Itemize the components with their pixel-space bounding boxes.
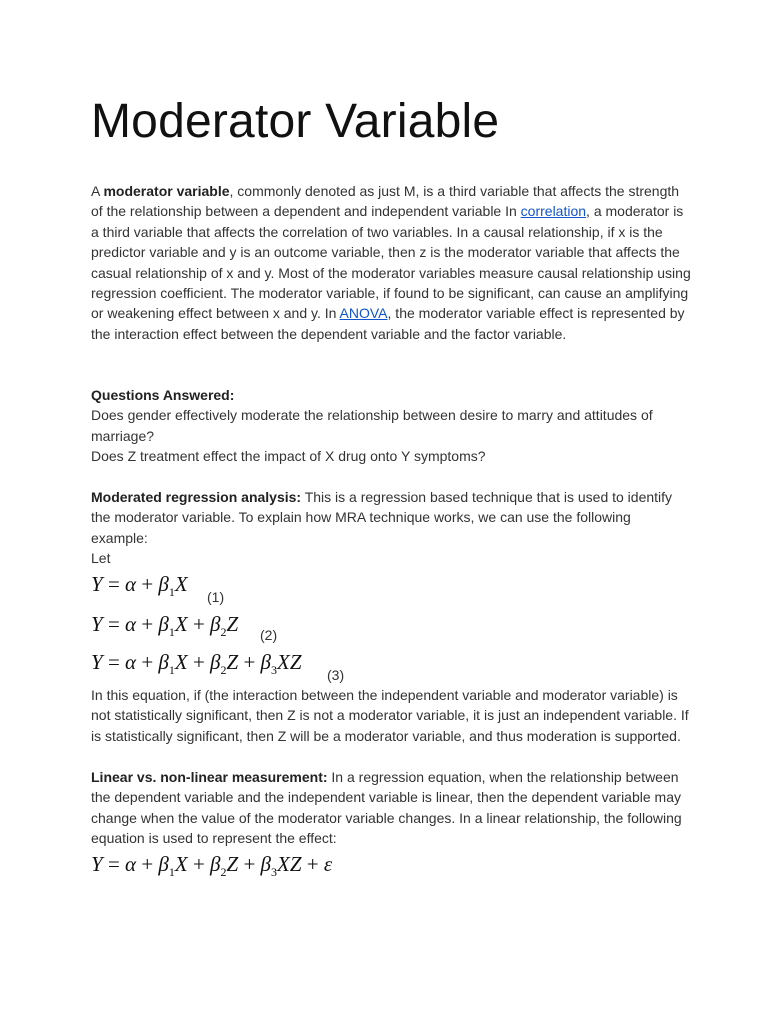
- question-2: Does Z treatment effect the impact of X drug onto Y symptoms?: [91, 448, 486, 465]
- equation-1: $Y = \alpha + \beta_1X$: [91, 572, 188, 600]
- equation-1-number: (1): [207, 589, 225, 605]
- question-1: Does gender effectively moderate the relationship between desire to marry and attitudes of marriage?: [91, 407, 653, 444]
- intro-paragraph: [91, 181, 691, 344]
- interaction-paragraph: In this equation, if (the interaction between the independent variable and moderator variable) is not statistically significant, then Z is not a moderator variable, it is just an independent variable. If is statistically significant, then Z will be a moderator variable, and thus moderation is supported.: [91, 687, 689, 744]
- intro-text: , the moderator variable effect is represented by the interaction effect between the dependent variable and the factor variable.: [91, 305, 685, 342]
- page-title: Moderator Variable: [91, 95, 500, 148]
- intro-text: , a moderator is a third variable that affects the correlation of two variables. In a causal relationship, if x is the predictor variable and y is an outcome variable, then z is the moderator variable that affects the casual relationship of x and y. Most of the moderator variables measure causal relationship using regression coefficient. The moderator variable, if found to be significant, can cause an amplifying or weakening effect between x and y. In: [91, 203, 691, 322]
- questions-block: [91, 385, 691, 467]
- equation-3-number: (3): [327, 667, 345, 683]
- linear-heading: Linear vs. non-linear measurement:: [91, 769, 328, 785]
- equation-4: $Y = \alpha + \beta_1X + \beta_2Z + \beta_3XZ + \varepsilon$: [91, 852, 333, 880]
- linear-paragraph: [91, 767, 691, 849]
- let-label: Let: [91, 550, 111, 567]
- intro-text: , commonly denoted as just M, is a third variable that affects the strength of the relationship between a dependent and independent variable In: [91, 183, 680, 220]
- questions-heading: Questions Answered:: [91, 387, 235, 403]
- anova-link[interactable]: ANOVA: [339, 305, 388, 322]
- equation-3: $Y = \alpha + \beta_1X + \beta_2Z + \beta_3XZ$: [91, 650, 302, 678]
- linear-text: In a regression equation, when the relationship between the dependent variable and the independent variable is linear, then the dependent variable may change when the value of the moderator variable changes. In a linear relationship, the following equation is used to represent the effect:: [91, 769, 682, 847]
- equation-2-number: (2): [260, 627, 278, 643]
- equation-2: $Y = \alpha + \beta_1X + \beta_2Z$: [91, 612, 239, 640]
- mra-text: This is a regression based technique that is used to identify the moderator variable. To explain how MRA technique works, we can use the following example:: [91, 489, 673, 546]
- intro-text: A: [91, 183, 104, 199]
- correlation-link[interactable]: correlation: [520, 203, 587, 220]
- mra-paragraph: [91, 487, 691, 569]
- mra-heading: Moderated regression analysis:: [91, 489, 302, 505]
- intro-term: moderator variable: [103, 183, 230, 199]
